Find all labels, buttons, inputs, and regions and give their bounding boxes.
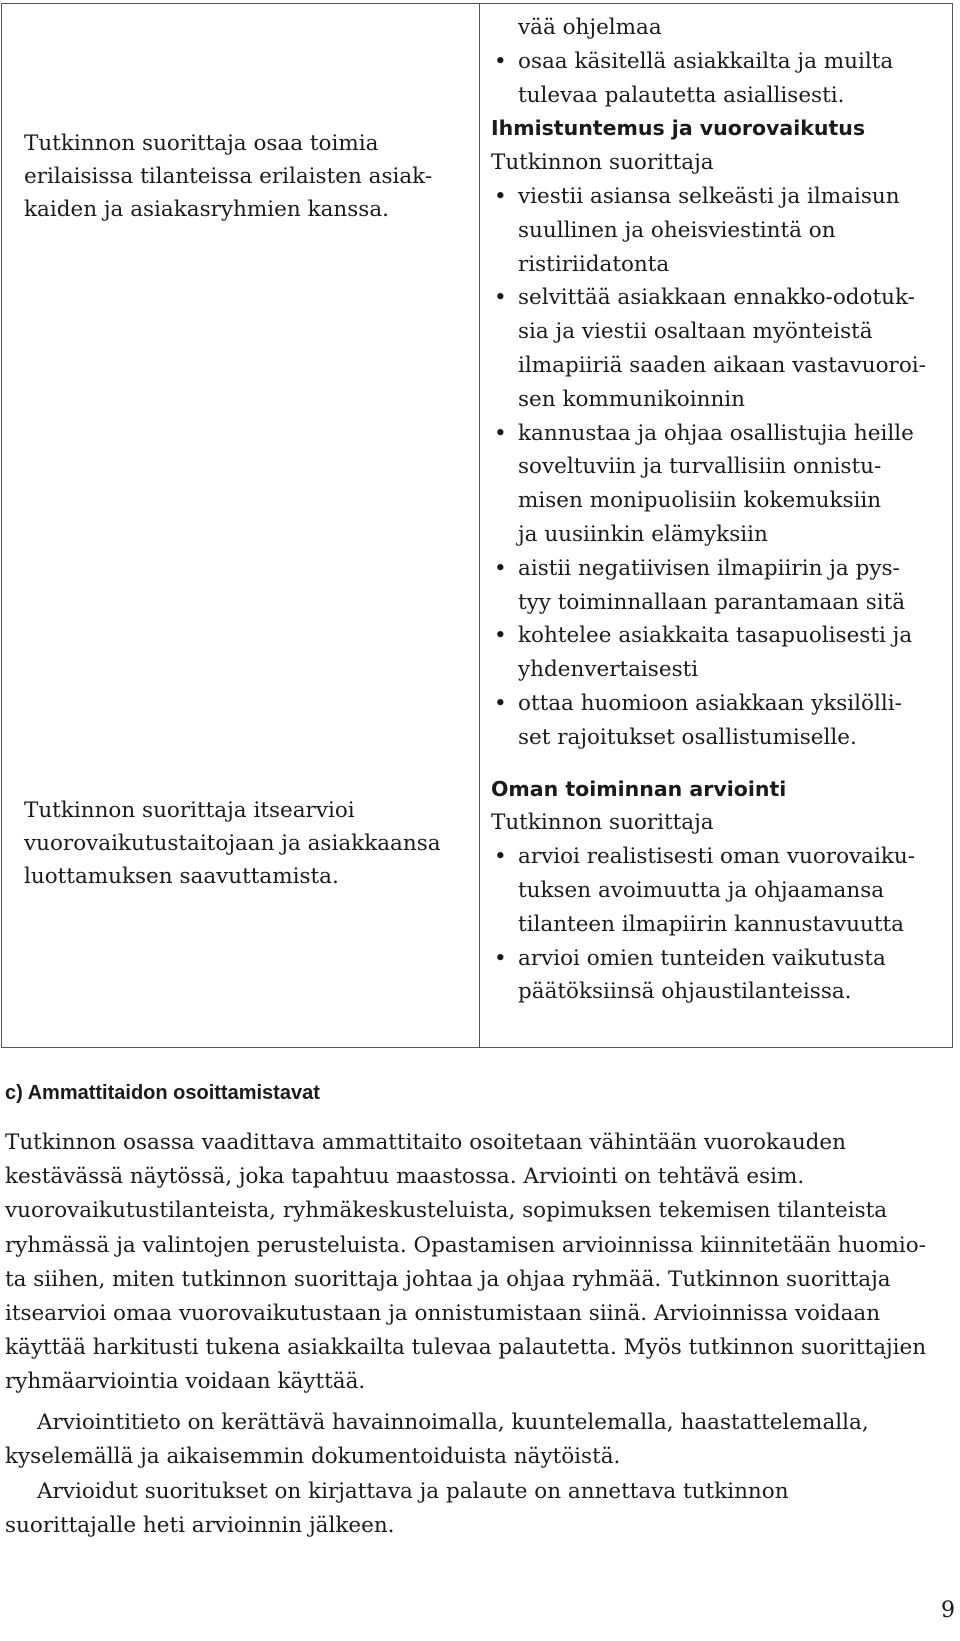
bullet-icon: • <box>494 420 507 446</box>
paragraph-line: käyttää harkitusti tukena asiakkailta tulevaa palautetta. Myös tutkinnon suorittajien <box>5 1335 927 1361</box>
column-divider <box>479 4 480 1047</box>
bullet-text: ottaa huomioon asiakkaan yksilölli- <box>518 690 902 716</box>
bullet-line <box>491 840 941 874</box>
bullet-icon: • <box>494 690 507 716</box>
bullet-icon: • <box>494 48 507 74</box>
bullet-text: ja uusiinkin elämyksiin <box>518 521 768 547</box>
bullet-text: viestii asiansa selkeästi ja ilmaisun <box>518 183 900 209</box>
bullet-text: arvioi realistisesti oman vuorovaiku- <box>518 844 916 870</box>
continued-line: vää ohjelmaa <box>518 15 662 40</box>
paragraph-line: kyselemällä ja aikaisemmin dokumentoiduista näytöistä. <box>5 1444 621 1470</box>
section-subject: Tutkinnon suorittaja <box>491 150 714 176</box>
bullet-icon: • <box>494 945 507 971</box>
bullet-text: päätöksiinsä ohjaustilanteissa. <box>518 979 852 1005</box>
bullet-line <box>491 450 941 484</box>
bullet-line <box>491 180 941 214</box>
paragraph-line: itsearvioi omaa vuorovaikutustaan ja onnistumistaan siinä. Arvioinnissa voidaan <box>5 1301 881 1327</box>
bullet-text: yhdenvertaisesti <box>518 657 699 683</box>
bullet-line <box>491 908 941 942</box>
bullet-line <box>491 248 941 282</box>
paragraph-3 <box>5 1475 955 1543</box>
bullet-text: suullinen ja oheisviestintä on <box>518 217 836 243</box>
section-subject: Tutkinnon suorittaja <box>491 810 714 836</box>
bullet-icon: • <box>494 555 507 581</box>
page-number: 9 <box>941 1598 955 1623</box>
top-bullets <box>491 45 941 113</box>
bullet-line <box>491 518 941 552</box>
bullet-icon: • <box>494 183 507 209</box>
section-heading-vuorovaikutus: Ihmistuntemus ja vuorovaikutus <box>491 116 866 141</box>
bullet-text: sen kommunikoinnin <box>518 386 746 412</box>
bullet-text: arvioi omien tunteiden vaikutusta <box>518 945 886 971</box>
paragraph-line: vuorovaikutustilanteista, ryhmäkeskusteluista, sopimuksen tekemisen tilanteista <box>5 1198 888 1224</box>
bullet-text: set rajoitukset osallistumiselle. <box>518 724 857 750</box>
paragraph-line: suorittajalle heti arvioinnin jälkeen. <box>5 1513 395 1539</box>
bullet-text: sia ja viestii osaltaan myönteistä <box>518 319 873 345</box>
bullet-line <box>491 552 941 586</box>
right-column <box>491 11 941 1009</box>
bullet-text: tulevaa palautetta asiallisesti. <box>518 82 845 108</box>
bullet-line <box>491 315 941 349</box>
bullet-text: soveltuviin ja turvallisiin onnistu- <box>518 454 882 480</box>
bullet-line <box>491 214 941 248</box>
bullet-line <box>491 383 941 417</box>
section-c-heading: c) Ammattitaidon osoittamistavat <box>5 1082 320 1104</box>
section2-bullets <box>491 840 941 1009</box>
section-heading-arviointi: Oman toiminnan arviointi <box>491 776 787 801</box>
bullet-line <box>491 874 941 908</box>
bullet-text: ilmapiiriä saaden aikaan vastavuoroi- <box>518 352 926 378</box>
paragraph-line: Arviointitieto on kerättävä havainnoimalla, kuuntelemalla, haastattelemalla, <box>37 1410 869 1435</box>
bullet-text: osaa käsitellä asiakkailta ja muilta <box>518 48 894 74</box>
bullet-text: tyy toiminnallaan parantamaan sitä <box>518 589 906 615</box>
bullet-text: kohtelee asiakkaita tasapuolisesti ja <box>518 623 913 649</box>
left-cell-2: Tutkinnon suorittaja itsearvioi vuorovaikutustaitojaan ja asiakkaansa luottamuksen saavuttamista. <box>24 798 441 889</box>
bullet-line <box>491 79 941 113</box>
bullet-line <box>491 653 941 687</box>
bullet-text: tuksen avoimuutta ja ohjaamansa <box>518 877 885 903</box>
bullet-text: selvittää asiakkaan ennakko-odotuk- <box>518 285 915 311</box>
bullet-line <box>491 942 941 976</box>
bullet-text: aistii negatiivisen ilmapiirin ja pys- <box>518 555 900 581</box>
bullet-line <box>491 281 941 315</box>
bullet-line <box>491 619 941 653</box>
bullet-line <box>491 417 941 451</box>
bullet-text: ristiriidatonta <box>518 251 670 277</box>
bullet-text: kannustaa ja ohjaa osallistujia heille <box>518 420 914 446</box>
paragraph-line: kestävässä näytössä, joka tapahtuu maastossa. Arviointi on tehtävä esim. <box>5 1164 805 1190</box>
paragraph-line: Tutkinnon osassa vaadittava ammattitaito osoitetaan vähintään vuorokauden <box>5 1130 846 1155</box>
bullet-icon: • <box>494 623 507 649</box>
paragraph-line: ta siihen, miten tutkinnon suorittaja johtaa ja ohjaa ryhmää. Tutkinnon suorittaja <box>5 1266 891 1292</box>
bullet-text: misen monipuolisiin kokemuksiin <box>518 488 882 514</box>
bullet-line <box>491 586 941 620</box>
section1-bullets <box>491 180 941 755</box>
bullet-text: tilanteen ilmapiirin kannustavuutta <box>518 911 904 937</box>
paragraph-line: Arvioidut suoritukset on kirjattava ja palaute on annettava tutkinnon <box>37 1479 789 1504</box>
bullet-icon: • <box>494 285 507 311</box>
paragraph-1 <box>5 1126 955 1400</box>
paragraph-line: ryhmäarviointia voidaan käyttää. <box>5 1369 366 1395</box>
left-cell-1: Tutkinnon suorittaja osaa toimia erilaisissa tilanteissa erilaisten asiak- kaiden ja asiakasryhmien kanssa. <box>24 131 433 222</box>
paragraph-2 <box>5 1406 955 1474</box>
bullet-line <box>491 45 941 79</box>
bullet-line <box>491 975 941 1009</box>
bullet-line <box>491 721 941 755</box>
bullet-line <box>491 687 941 721</box>
bullet-line <box>491 349 941 383</box>
bullet-line <box>491 484 941 518</box>
bullet-icon: • <box>494 844 507 870</box>
paragraph-line: ryhmässä ja valintojen perusteluista. Opastamisen arvioinnissa kiinnitetään huomio- <box>5 1232 926 1258</box>
